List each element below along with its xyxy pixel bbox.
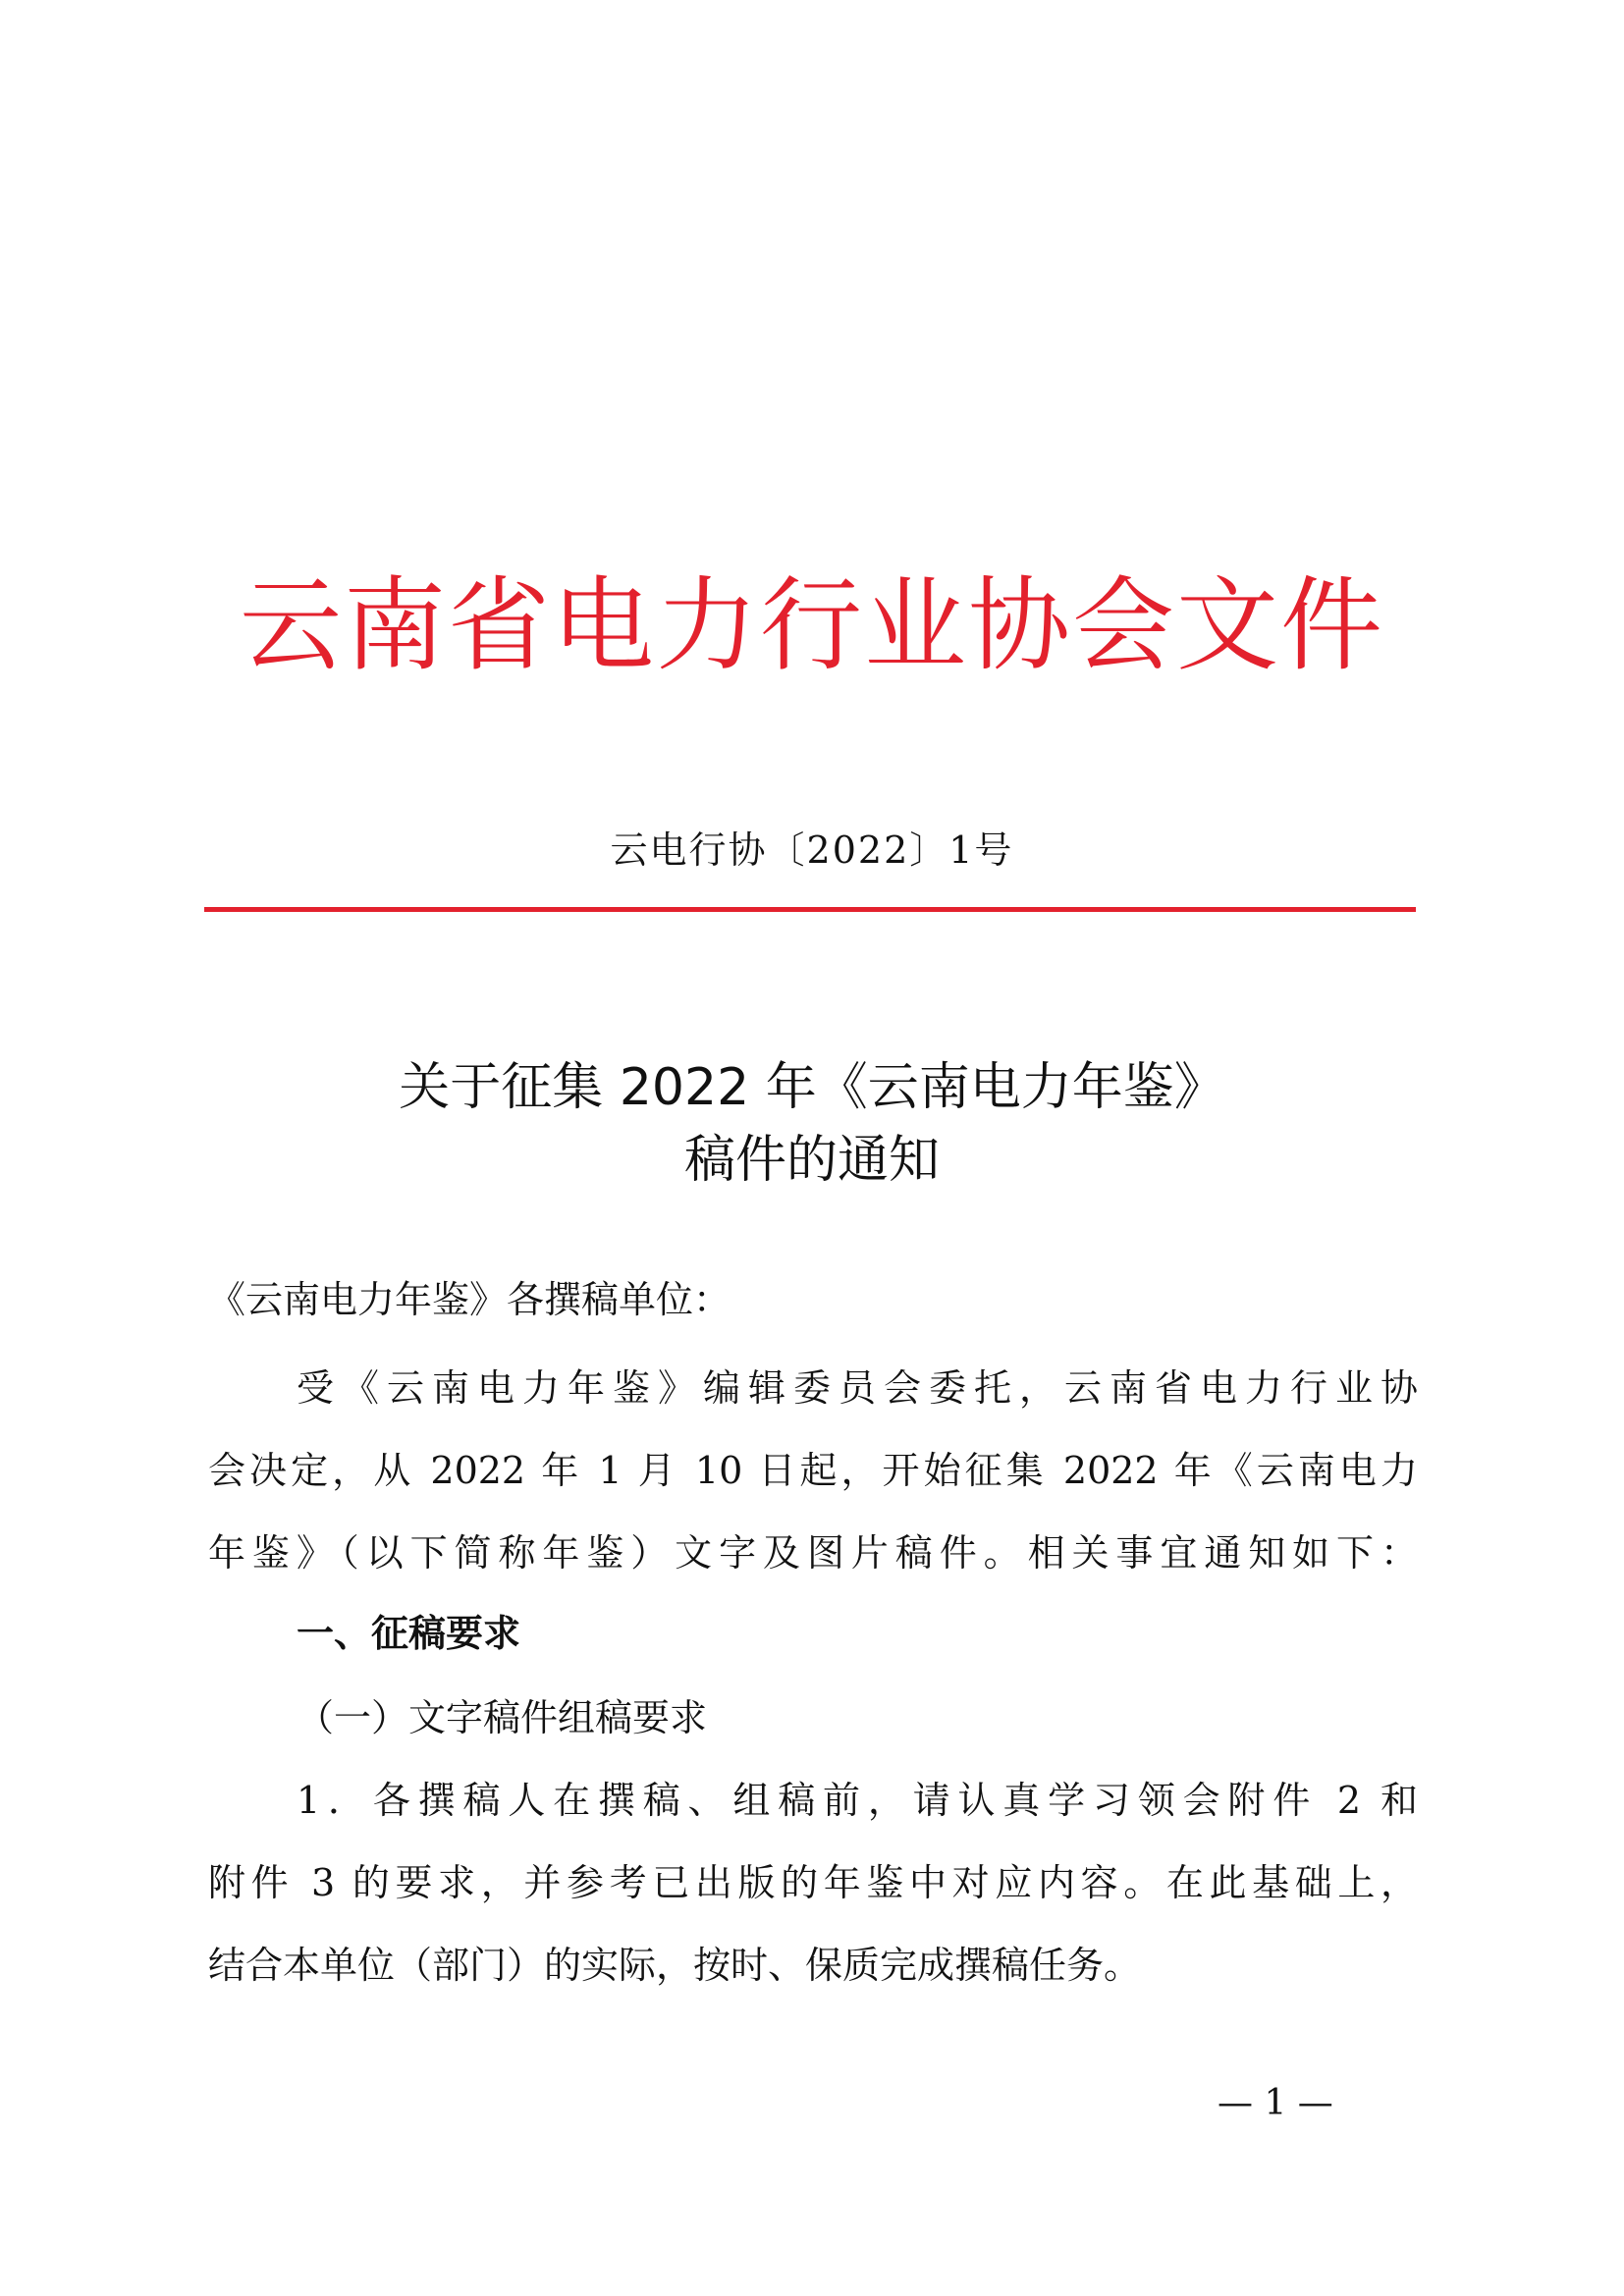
section-1-heading: 一、征稿要求 [297, 1612, 521, 1655]
paragraph-1-line-3: 年鉴》（以下简称年鉴）文字及图片稿件。相关事宜通知如下： [208, 1531, 1418, 1575]
paragraph-1-line-1: 受《云南电力年鉴》编辑委员会委托，云南省电力行业协 [297, 1366, 1418, 1410]
page-number: — 1 — [1218, 2083, 1333, 2123]
notice-title-line-2: 稿件的通知 [683, 1131, 940, 1190]
paragraph-1-line-2: 会决定，从 2022 年 1 月 10 日起，开始征集 2022 年《云南电力 [208, 1449, 1418, 1492]
salutation: 《云南电力年鉴》各撰稿单位： [208, 1278, 731, 1321]
item-1-line-1: 1．各撰稿人在撰稿、组稿前，请认真学习领会附件 2 和 [297, 1779, 1418, 1822]
org-header-title: 云南省电力行业协会文件 [239, 565, 1384, 685]
notice-title-line-1: 关于征集 2022 年《云南电力年鉴》 [399, 1058, 1225, 1117]
subsection-1-heading: （一）文字稿件组稿要求 [297, 1696, 708, 1739]
document-number: 云电行协〔2022〕1号 [610, 828, 1014, 872]
item-1-line-2: 附件 3 的要求，并参考已出版的年鉴中对应内容。在此基础上， [208, 1861, 1418, 1904]
red-divider-line [204, 907, 1416, 912]
item-1-line-3: 结合本单位（部门）的实际，按时、保质完成撰稿任务。 [208, 1944, 1142, 1987]
